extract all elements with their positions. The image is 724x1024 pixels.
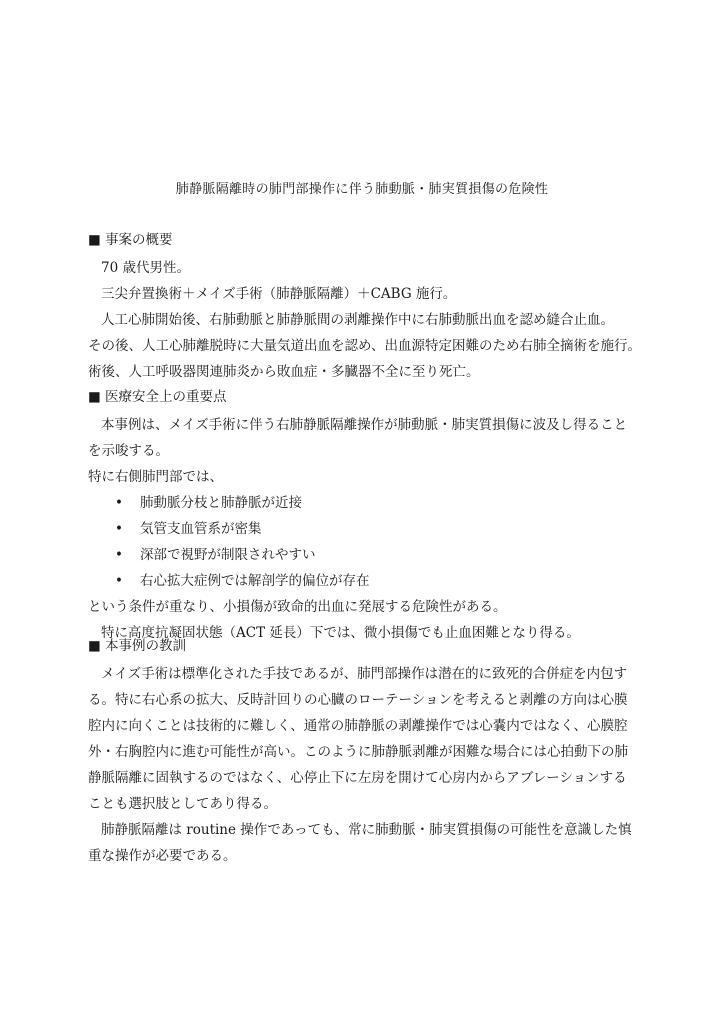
square-bullet-icon: ■ xyxy=(88,232,101,248)
list-item: • 右心拡大症例では解剖学的偏位が存在 xyxy=(88,568,644,594)
section-overview xyxy=(88,231,644,385)
section-heading-text: 事案の概要 xyxy=(105,232,173,248)
section-heading xyxy=(88,388,644,406)
section-heading xyxy=(88,637,644,655)
square-bullet-icon: ■ xyxy=(88,389,101,405)
paragraph-line: 特に高度抗凝固状態（ACT 延長）下では、微小損傷でも止血困難となり得る。 xyxy=(101,625,580,641)
bullet-list xyxy=(88,490,644,594)
paragraph-line: 腔内に向くことは技術的に難しく、通常の肺静脈の剥離操作では心嚢内ではなく、心膜腔 xyxy=(88,718,628,734)
bullet-dot-icon: • xyxy=(115,495,123,511)
section-heading-text: 本事例の教訓 xyxy=(105,638,186,654)
paragraph-line: という条件が重なり、小損傷が致命的出血に発展する危険性がある。 xyxy=(88,599,507,615)
paragraph-line: 重な操作が必要である。 xyxy=(88,848,237,864)
paragraph-line: を示唆する。 xyxy=(88,443,169,459)
section-safety-points xyxy=(88,388,644,646)
section-lessons xyxy=(88,637,644,869)
paragraph-line: 静脈隔離に固執するのではなく、心停止下に左房を開けて心房内からアブレーションする xyxy=(88,770,627,786)
list-item: • 深部で視野が制限されやすい xyxy=(88,542,644,568)
square-bullet-icon: ■ xyxy=(88,638,101,654)
paragraph-line: その後、人工心肺離脱時に大量気道出血を認め、出血源特定困難のため右肺全摘術を施行。 xyxy=(88,338,641,354)
paragraph-line: ことも選択肢としてあり得る。 xyxy=(88,796,277,812)
paragraph-line: 70 歳代男性。 xyxy=(101,260,190,276)
list-item: • 肺動脈分枝と肺静脈が近接 xyxy=(88,490,644,516)
bullet-dot-icon: • xyxy=(115,521,123,537)
paragraph-line: 人工心肺開始後、右肺動脈と肺静脈間の剥離操作中に右肺動脈出血を認め縫合止血。 xyxy=(101,312,614,328)
paragraph-line: 三尖弁置換術＋メイズ手術（肺静脈隔離）＋CABG 施行。 xyxy=(101,286,457,302)
list-item: • 気管支血管系が密集 xyxy=(88,516,644,542)
paragraph-line: る。特に右心系の拡大、反時計回りの心臓のローテーションを考えると剥離の方向は心膜 xyxy=(88,692,628,708)
section-heading-text: 医療安全上の重要点 xyxy=(105,389,227,405)
bullet-dot-icon: • xyxy=(115,547,123,563)
paragraph-line: 外・右胸腔内に進む可能性が高い。このように肺静脈剥離が困難な場合には心拍動下の肺 xyxy=(88,744,628,760)
paragraph-line: 特に右側肺門部では、 xyxy=(88,469,223,485)
paragraph-line: 肺静脈隔離は routine 操作であっても、常に肺動脈・肺実質損傷の可能性を意識した慎 xyxy=(101,822,632,838)
document-title: 肺静脈隔離時の肺門部操作に伴う肺動脈・肺実質損傷の危険性 xyxy=(175,182,549,197)
paragraph-line: 術後、人工呼吸器関連肺炎から敗血症・多臓器不全に至り死亡。 xyxy=(88,364,480,380)
section-heading xyxy=(88,231,644,249)
paragraph-line: 本事例は、メイズ手術に伴う右肺静脈隔離操作が肺動脈・肺実質損傷に波及し得ること xyxy=(101,417,628,433)
bullet-dot-icon: • xyxy=(115,573,123,589)
paragraph-line: メイズ手術は標準化された手技であるが、肺門部操作は潜在的に致死的合併症を内包す xyxy=(101,666,628,682)
